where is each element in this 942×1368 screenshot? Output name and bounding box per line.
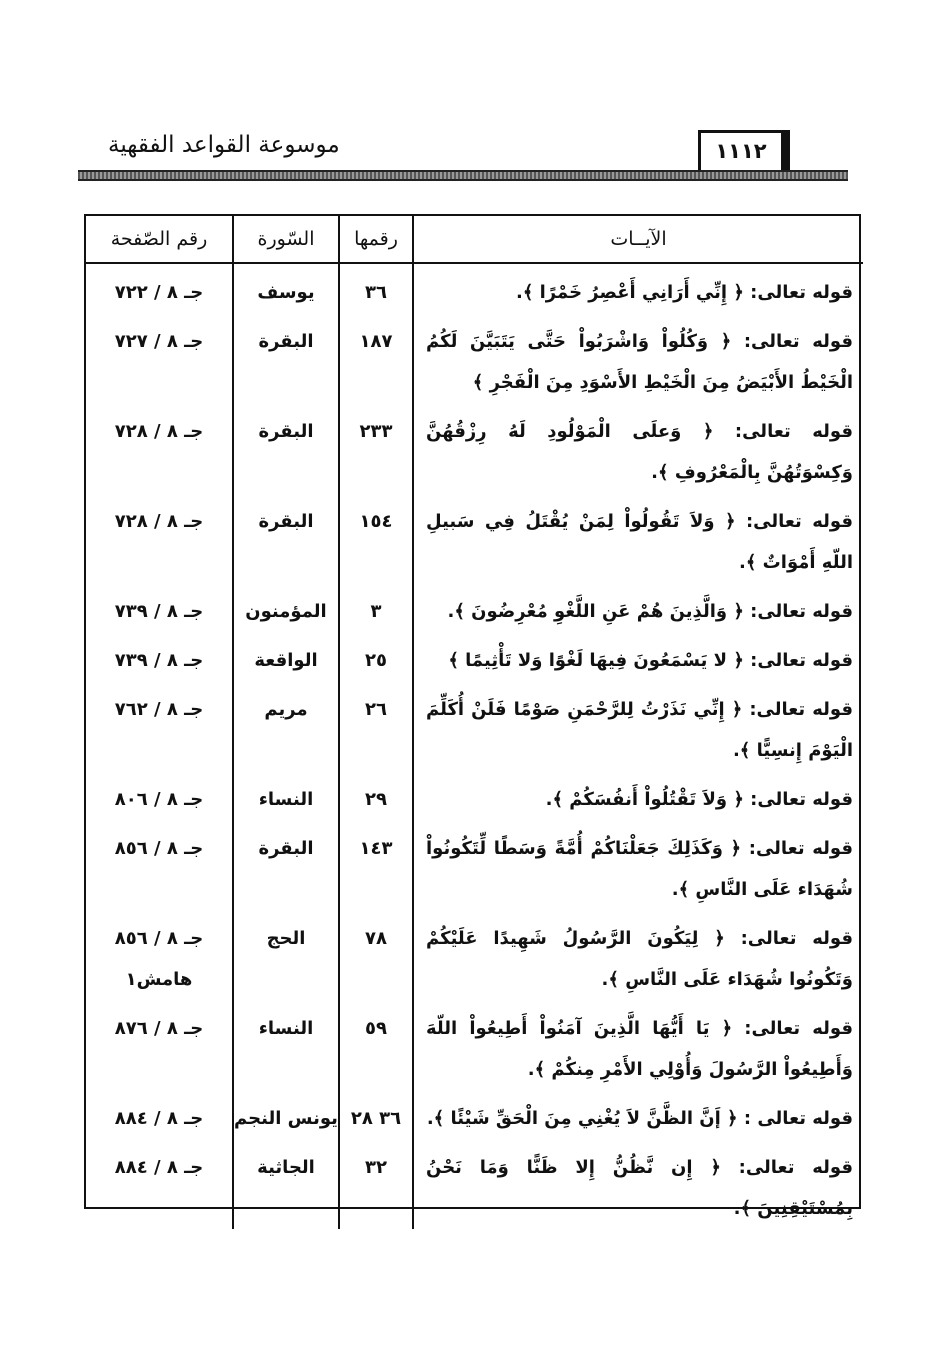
verse-text: قوله تعالى: ﴿ لِيَكُونَ الرَّسُولُ شَهِيدًا عَلَيْكُمْ وَتَكُونُوا شُهَدَاء عَلَى النَّاسِ ﴾.	[413, 910, 863, 1000]
verse-number: ٢٥	[339, 632, 413, 681]
verse-number: ٢٦	[339, 681, 413, 771]
verse-number: ٧٨	[339, 910, 413, 1000]
table-header-row	[86, 216, 863, 263]
table-row	[86, 910, 863, 1000]
surah-name: الواقعة	[233, 632, 339, 681]
page-ref: جـ ٨ / ٨٨٤	[114, 1157, 204, 1178]
surah-name: مريم	[233, 681, 339, 771]
surah-name: البقرة	[233, 313, 339, 403]
verses-table	[84, 214, 861, 1219]
surah-name: يوسف	[233, 263, 339, 313]
surah-name: النساء	[233, 1000, 339, 1090]
surah-name: البقرة	[233, 820, 339, 910]
verse-number: ٣٦	[339, 263, 413, 313]
table-row	[86, 1090, 863, 1139]
page-ref: جـ ٨ / ٨٠٦	[114, 789, 204, 810]
book-title: موسوعة القواعد الفقهية	[108, 132, 340, 158]
verse-text: قوله تعالى: ﴿ وَعلَى الْمَوْلُودِ لَهُ رِزْقُهُنَّ وَكِسْوَتُهُنَّ بِالْمَعْرُوفِ ﴾.	[413, 403, 863, 493]
verse-text: قوله تعالى: ﴿ لا يَسْمَعُونَ فِيهَا لَغْوًا وَلا تَأْثِيمًا ﴾	[413, 632, 863, 681]
verse-number: ١٤٣	[339, 820, 413, 910]
verse-number: ١٨٧	[339, 313, 413, 403]
header-page: رقم الصّفحة	[86, 216, 233, 263]
verse-text: قوله تعالى: ﴿ إِنِّي أَرَانِي أَعْصِرُ خَمْرًا ﴾.	[413, 263, 863, 313]
table-row	[86, 1139, 863, 1229]
page-number: ١١١٢	[698, 130, 790, 170]
header-number: رقمها	[339, 216, 413, 263]
verse-number: ٣٢	[339, 1139, 413, 1229]
page-ref: جـ ٨ / ٧٢٨	[114, 421, 204, 442]
page-ref: جـ ٨ / ٧٢٧	[114, 331, 204, 352]
verse-text: قوله تعالى : ﴿ إَنَّ الظَّنَّ لاَ يُغْنِي مِنَ الْحَقِّ شَيْئًا ﴾.	[413, 1090, 863, 1139]
verse-text: قوله تعالى: ﴿ وَلاَ تَقْتُلُواْ أَنفُسَكُمْ ﴾.	[413, 771, 863, 820]
table-row	[86, 493, 863, 583]
header-rule	[78, 170, 848, 181]
table-row	[86, 403, 863, 493]
verse-text: قوله تعالى: ﴿ وَكُلُواْ وَاشْرَبُواْ حَتَّى يَتَبَيَّنَ لَكُمُ الْخَيْطُ الأَبْيَضُ مِنَ الْخَيْطِ الأَسْوَدِ مِنَ الْفَجْرِ ﴾	[413, 313, 863, 403]
page-ref: جـ ٨ / ٨٧٦	[114, 1018, 204, 1039]
page-ref: جـ ٨ / ٧٢٨	[114, 511, 204, 532]
page-ref: جـ ٨ / ٧٣٩	[114, 601, 204, 622]
table-row	[86, 820, 863, 910]
page-ref: جـ ٨ / ٨٥٦ هامش١	[114, 928, 204, 990]
verse-text: قوله تعالى: ﴿ وَكَذَلِكَ جَعَلْنَاكُمْ أُمَّةً وَسَطًا لِّتَكُونُواْ شُهَدَاء عَلَى النَّاسِ ﴾.	[413, 820, 863, 910]
header-verses: الآيــات	[413, 216, 863, 263]
page-header	[78, 122, 848, 182]
verse-text: قوله تعالى: ﴿ إِن نَّظُنُّ إِلا ظَنًّا وَمَا نَحْنُ بِمُسْتَيْقِنِينَ ﴾.	[413, 1139, 863, 1229]
verse-text: قوله تعالى: ﴿ يَا أَيُّهَا الَّذِينَ آمَنُواْ أَطِيعُواْ اللّهَ وَأَطِيعُواْ الرَّسُولَ وَأُوْلِي الأَمْرِ مِنكُمْ ﴾.	[413, 1000, 863, 1090]
table-row	[86, 771, 863, 820]
verse-number: ٢٩	[339, 771, 413, 820]
surah-name: الجاثية	[233, 1139, 339, 1229]
surah-name: البقرة	[233, 403, 339, 493]
table-row	[86, 583, 863, 632]
table-row	[86, 1000, 863, 1090]
page-ref: جـ ٨ / ٧٦٢	[114, 699, 204, 720]
surah-name: الحج	[233, 910, 339, 1000]
page-ref: جـ ٨ / ٨٨٤	[114, 1108, 204, 1129]
verse-number: ١٥٤	[339, 493, 413, 583]
table-row	[86, 632, 863, 681]
verse-text: قوله تعالى: ﴿ وَلاَ تَقُولُواْ لِمَنْ يُقْتَلُ فِي سَبيلِ اللّهِ أَمْوَاتٌ ﴾.	[413, 493, 863, 583]
page-ref: جـ ٨ / ٧٢٢	[114, 282, 204, 303]
verse-text: قوله تعالى: ﴿ وَالَّذِينَ هُمْ عَنِ اللَّغْوِ مُعْرِضُونَ ﴾.	[413, 583, 863, 632]
surah-name: النساء	[233, 771, 339, 820]
header-surah: السّورة	[233, 216, 339, 263]
page-ref: جـ ٨ / ٨٥٦	[114, 838, 204, 859]
surah-name: يونس النجم	[233, 1090, 339, 1139]
surah-name: البقرة	[233, 493, 339, 583]
table-row	[86, 313, 863, 403]
page-ref: جـ ٨ / ٧٣٩	[114, 650, 204, 671]
table-row	[86, 263, 863, 313]
table-row	[86, 681, 863, 771]
verse-number: ٥٩	[339, 1000, 413, 1090]
verse-text: قوله تعالى: ﴿ إِنِّي نَذَرْتُ لِلرَّحْمَنِ صَوْمًا فَلَنْ أُكَلِّمَ الْيَوْمَ إِنسِيًّا ﴾.	[413, 681, 863, 771]
surah-name: المؤمنون	[233, 583, 339, 632]
verse-number: ٣	[339, 583, 413, 632]
verse-number: ٢٣٣	[339, 403, 413, 493]
verse-number: ٣٦ ٢٨	[339, 1090, 413, 1139]
